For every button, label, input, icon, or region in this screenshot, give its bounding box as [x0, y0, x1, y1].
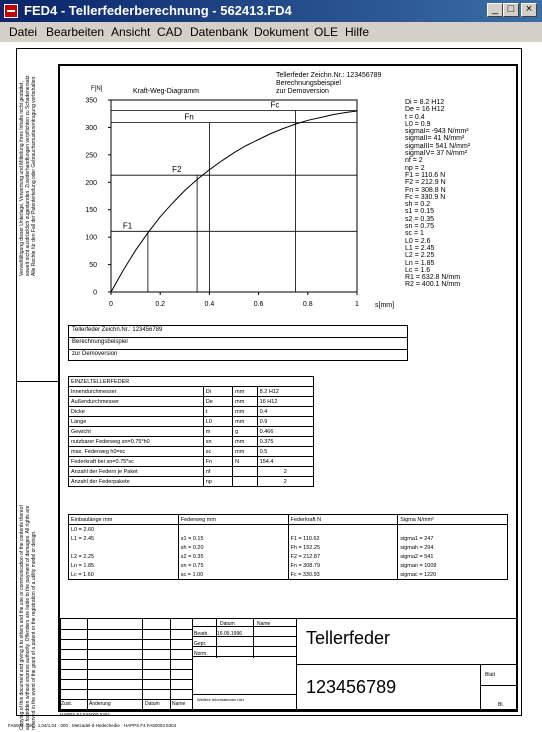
table-cell: 0.9 [257, 417, 313, 427]
header-line-1: Tellerfeder Zeichn.Nr.: 123456789 [276, 72, 382, 79]
tb-grid-line [192, 636, 296, 637]
table-cell: Di [203, 387, 232, 397]
tb-datum: Datum [145, 701, 160, 707]
tb-grid-line [480, 685, 518, 686]
table-cell: N [233, 457, 258, 467]
tb-bearb-date: 16.05.1996 [217, 631, 243, 637]
table-cell: 0.4 [257, 407, 313, 417]
table-cell [398, 525, 508, 535]
parameter-item: sn = 0.75 [405, 223, 434, 231]
parameter-item: De = 16 H12 [405, 106, 445, 114]
table-cell: F1 = 110.62 [288, 534, 398, 543]
header-line-2: Berechnungsbeispiel [276, 80, 341, 87]
table-cell: max. Federweg h0=sc [69, 447, 204, 457]
table-cell [178, 525, 288, 535]
tb-bl: Bl. [498, 702, 504, 708]
table-cell: sigma2 = 541 [398, 552, 508, 561]
maximize-button[interactable]: □ [503, 3, 519, 17]
table-row [69, 477, 314, 487]
info-box-line-1 [68, 337, 408, 338]
table-row [69, 525, 508, 535]
header-line-3: zur Demoversion [276, 88, 329, 95]
table-cell: mm [233, 407, 258, 417]
tb-divider [216, 618, 217, 658]
tb-grid-line [192, 646, 296, 647]
table-cell: L1 = 2.45 [69, 534, 179, 543]
table-cell: F2 = 212.87 [288, 552, 398, 561]
table-cell: mm [233, 387, 258, 397]
table-cell: Fc = 330.93 [288, 570, 398, 580]
table-cell: mm [233, 437, 258, 447]
tb-grid-line [192, 656, 296, 657]
tb-aenderung: Änderung [89, 701, 111, 707]
tb-grid-line [142, 618, 143, 710]
tb-name: Name [172, 701, 186, 707]
table-cell: Anzahl der Federpakete [69, 477, 204, 487]
table-row [69, 397, 314, 407]
table-row [69, 543, 508, 552]
table-cell: Gewicht [69, 427, 204, 437]
table-cell: Fh = 152.25 [288, 543, 398, 552]
table-cell: Länge [69, 417, 204, 427]
parameter-item: sc = 1 [405, 230, 424, 238]
table-cell: Sigma N/mm² [398, 515, 508, 525]
parameter-item: L1 = 2.45 [405, 244, 435, 252]
y-tick-label: 150 [85, 207, 97, 215]
tb-grid-line [60, 689, 192, 690]
point-label: F1 [122, 221, 133, 231]
table-cell: 16 H12 [257, 397, 313, 407]
table-row [69, 427, 314, 437]
table-cell: mm [233, 397, 258, 407]
table-cell [233, 467, 258, 477]
y-axis-label: F[N] [91, 86, 103, 92]
title-bar[interactable] [0, 0, 542, 22]
parameter-item: Ln = 1.85 [405, 259, 435, 267]
tb-grid-line [170, 618, 171, 710]
table-cell: nf [203, 467, 232, 477]
window-title: FED4 - Tellerfederberechnung - 562413.FD4 [24, 3, 292, 18]
menu-ole[interactable]: OLE [314, 25, 339, 39]
tb-grid-line [60, 629, 192, 630]
table-cell [69, 543, 179, 552]
parameter-item: R1 = 632.8 N/mm [405, 274, 461, 282]
parameter-item: F1 = 110.6 N [405, 171, 446, 179]
tb-grid-line [296, 664, 518, 665]
x-tick-label: 0 [109, 301, 113, 308]
table-cell: Außendurchmesser [69, 397, 204, 407]
parameter-item: L0 = 0.9 [405, 120, 431, 128]
tb-bearb: Bearb. [194, 631, 209, 637]
parameter-item: L0 = 2.6 [405, 237, 431, 245]
table-cell: Federkraft bei sn=0.75*sc [69, 457, 204, 467]
table-cell: Federkraft N [288, 515, 398, 525]
tb-name-label: Name [257, 621, 271, 627]
table-cell [233, 477, 258, 487]
parameter-item: F2 = 212.9 N [405, 179, 446, 187]
x-tick-label: 1 [355, 301, 359, 308]
side-note-bottom: Copying of this document and giving it to others and the use or communication of the contents thereof are forbidden without express authority. Offenders are liable to the payment of damages. All rights are reserved in the event of the grant of a patent or the registration of a utility model or design. [19, 505, 37, 730]
tb-divider [192, 618, 193, 710]
parameter-item: sh = 0.2 [405, 201, 431, 209]
parameter-item: s2 = 0.35 [405, 215, 434, 223]
x-tick-label: 0.6 [253, 301, 264, 308]
menu-dokument[interactable]: Dokument [254, 25, 309, 39]
lower-values-table [68, 514, 508, 580]
tb-number: 123456789 [306, 677, 397, 697]
tb-grid-line [60, 659, 192, 660]
menu-cad[interactable]: CAD [157, 25, 183, 39]
table-cell: sigmah = 294 [398, 543, 508, 552]
table-cell: s2 = 0.35 [178, 552, 288, 561]
x-tick-label: 0.2 [155, 301, 166, 308]
parameter-item: sigmaIII= 541 N/mm² [405, 142, 471, 150]
menu-datenbank[interactable]: Datenbank [190, 25, 249, 39]
table-cell: 0.466 [257, 427, 313, 437]
footer-bottom: FA5000 · 5/6 · 1,04/1,04 · 000 · Metzadel·d·Hedecheibe · HAPPS F4 FA50003 5304 [8, 723, 177, 728]
table-cell: mm [233, 417, 258, 427]
menu-datei[interactable]: Datei [9, 25, 38, 39]
parameter-item: Fc = 330.9 N [405, 193, 446, 201]
table-cell: L2 = 2.25 [69, 552, 179, 561]
tb-grid-line [60, 679, 192, 680]
table-cell: sc = 1.00 [178, 570, 288, 580]
table-cell: mm [233, 447, 258, 457]
parameter-item: R2 = 400.1 N/mm [405, 281, 461, 289]
table-cell: Innendurchmesser [69, 387, 204, 397]
point-label: Fn [184, 112, 194, 122]
y-tick-label: 300 [85, 124, 97, 132]
table-cell: Fn [203, 457, 232, 467]
tb-datum-label: Datum [220, 621, 235, 627]
info-line-2: Berechnungsbeispiel [72, 339, 128, 345]
parameter-item: t = 0.4 [405, 113, 425, 121]
parameter-item: sigmaII= 41 N/mm² [405, 135, 465, 143]
table-cell: sc [203, 447, 232, 457]
side-note-top: Vervielfältigung dieser Unterlage, Verwertung und Mitteilung ihres Inhalts nicht gestattet, soweit nicht ausdrücklich zugestanden. Zuwiderhandlungen verpflichten zu Schadenersatz. Alle Rechte für den Fall der Patenterteilung oder Gebrauchsmustereintragung vorbehalten. [19, 74, 37, 276]
table-row [69, 467, 314, 477]
y-tick-label: 200 [85, 179, 97, 187]
table-cell: 2 [257, 477, 313, 487]
table-cell: sn [203, 437, 232, 447]
menu-bar [0, 22, 542, 43]
table-cell: 0.375 [257, 437, 313, 447]
tb-grid-line [192, 694, 296, 695]
tb-grid-line [87, 618, 88, 710]
table-row [69, 407, 314, 417]
info-line-1: Tellerfeder Zeichn.Nr.: 123456789 [72, 327, 163, 333]
table-row [69, 534, 508, 543]
table-cell: m [203, 427, 232, 437]
tb-grid-line [192, 626, 296, 627]
point-label: F2 [172, 165, 182, 175]
chart-title: Kraft-Weg-Diagramm [133, 88, 199, 95]
table-cell: Lc = 1.60 [69, 570, 179, 580]
info-line-3: zur Demoversion [72, 351, 118, 357]
table-row [69, 561, 508, 570]
x-axis-label: s[mm] [375, 302, 395, 309]
tb-gepr: Gepr. [194, 641, 207, 647]
parameter-item: sigmaI= -943 N/mm² [405, 128, 469, 136]
tb-grid-line [60, 639, 192, 640]
info-box-line-2 [68, 349, 408, 350]
table-cell: sigman = 1009 [398, 561, 508, 570]
drawing-workspace[interactable] [0, 42, 542, 732]
table-row [69, 552, 508, 561]
tb-grid-line [60, 649, 192, 650]
y-tick-label: 100 [85, 234, 97, 242]
table-cell: np [203, 477, 232, 487]
parameter-item: Di = 8.2 H12 [405, 99, 445, 106]
table-cell: sigmac = 1220 [398, 570, 508, 580]
table-cell: s1 = 0.15 [178, 534, 288, 543]
tb-grid-line [60, 699, 192, 700]
table-header-row [69, 515, 508, 525]
table-cell: 8.2 H12 [257, 387, 313, 397]
parameter-item: L2 = 2.25 [405, 252, 435, 260]
tb-divider [480, 664, 481, 710]
parameter-list [405, 99, 470, 289]
table-cell: L0 [203, 417, 232, 427]
minimize-button[interactable]: _ [487, 3, 503, 17]
menu-ansicht[interactable]: Ansicht [111, 25, 151, 39]
einzeltellerfeder-table [68, 376, 314, 487]
table-cell: Ln = 1.85 [69, 561, 179, 570]
table-cell: 0.5 [257, 447, 313, 457]
close-button[interactable]: × [521, 3, 537, 17]
table-cell: Dicke [69, 407, 204, 417]
table-cell: nutzbarer Federweg sn=0.75*h0 [69, 437, 204, 447]
parameter-item: np = 2 [405, 164, 425, 172]
tb-divider [253, 618, 254, 658]
x-tick-label: 0.4 [204, 301, 215, 308]
table-cell: sigma1 = 247 [398, 534, 508, 543]
table-row [69, 570, 508, 580]
table-row [69, 417, 314, 427]
parameter-item: s1 = 0.15 [405, 208, 434, 216]
tb-small-note: Weitere Informationen hier [197, 697, 245, 702]
table-row [69, 447, 314, 457]
table-cell: Fn = 308.79 [288, 561, 398, 570]
y-tick-label: 350 [85, 97, 97, 105]
table-cell: t [203, 407, 232, 417]
tb-blatt: Blatt [485, 672, 496, 678]
table-cell: Federweg mm [178, 515, 288, 525]
table-cell: g [233, 427, 258, 437]
table-cell: Anzahl der Federn je Paket [69, 467, 204, 477]
y-tick-label: 50 [89, 262, 97, 270]
tb-grid-line [60, 669, 192, 670]
parameter-item: sigmaIV= 37 N/mm² [405, 150, 468, 158]
fold-mark [16, 381, 58, 382]
parameter-item: Lc = 1.6 [405, 266, 431, 274]
menu-hilfe[interactable]: Hilfe [345, 25, 370, 39]
table-row [69, 457, 314, 467]
tb-title: Tellerfeder [306, 628, 391, 648]
table-row [69, 437, 314, 447]
y-tick-label: 250 [85, 152, 97, 160]
table-cell: sn = 0.75 [178, 561, 288, 570]
table-cell: 154.4 [257, 457, 313, 467]
x-tick-label: 0.8 [302, 301, 313, 308]
parameter-item: Fn = 308.8 N [405, 186, 446, 194]
footer-left: HAPPS F4 FA5000 5304 [60, 712, 110, 717]
table-cell: sh = 0.20 [178, 543, 288, 552]
tb-zust: Zust. [61, 701, 73, 707]
menu-bearbeiten[interactable]: Bearbeiten [46, 25, 105, 39]
parameter-item: nf = 2 [405, 157, 423, 165]
table-cell: L0 = 2.60 [69, 525, 179, 535]
table-cell: 2 [257, 467, 313, 477]
y-tick-label: 0 [93, 289, 97, 297]
point-label: Fc [270, 100, 280, 110]
table-row [69, 387, 314, 397]
einzel-title: EINZELTELLERFEDER [69, 377, 314, 387]
tb-norm: Norm. [194, 651, 208, 657]
table-cell [288, 525, 398, 535]
table-cell: Einbaulänge mm [69, 515, 179, 525]
app-icon[interactable] [4, 4, 18, 18]
table-cell: De [203, 397, 232, 407]
